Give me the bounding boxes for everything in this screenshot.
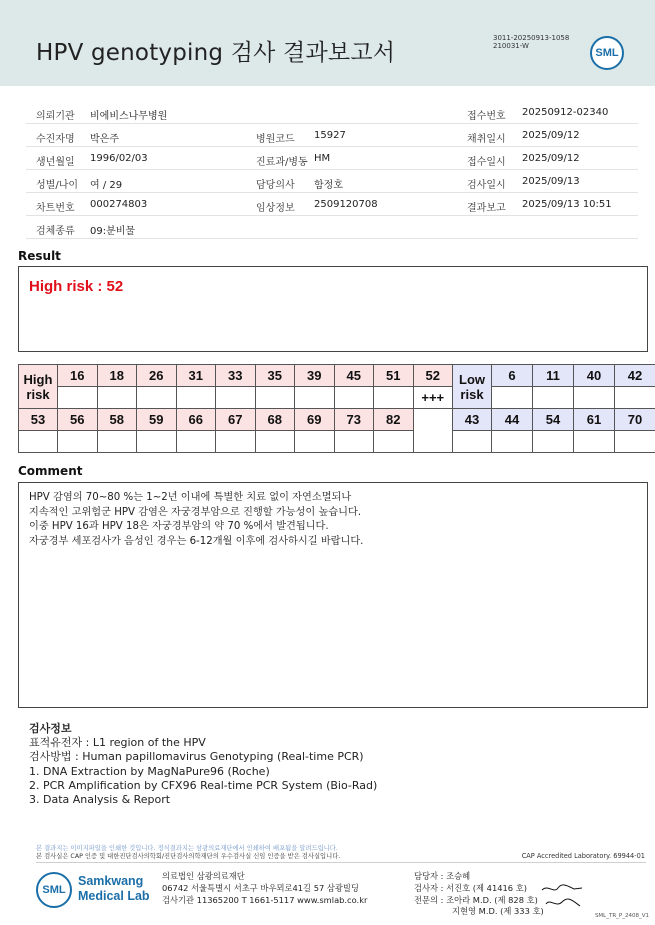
- low-risk-label: Low risk: [453, 365, 492, 409]
- info-row-1: [26, 101, 638, 124]
- receipt-no-value: 20250912-02340: [522, 107, 609, 118]
- genotype-cell: 44: [492, 409, 533, 431]
- result-cell: [137, 431, 177, 453]
- genotype-cell: 51: [374, 365, 414, 387]
- institution-value: 비에비스나무병원: [90, 111, 168, 122]
- hospital-code-value: 15927: [314, 130, 346, 141]
- genotype-cell: 66: [176, 409, 216, 431]
- staff-line: 검사자 : 서진호 (제 41416 호): [414, 882, 527, 893]
- genotype-cell: 26: [137, 365, 177, 387]
- comment-box: [18, 482, 648, 708]
- patient-value: 박은주: [90, 134, 119, 145]
- receipt-no-label: 접수번호: [467, 111, 506, 122]
- result-cell: [492, 431, 533, 453]
- result-cell: [615, 387, 655, 409]
- footer-notice: [36, 845, 340, 861]
- received-label: 접수일시: [467, 157, 506, 168]
- hospital-code-label: 병원코드: [256, 134, 295, 145]
- result-cell: [137, 387, 177, 409]
- reported-value: 2025/09/13 10:51: [522, 199, 612, 210]
- result-cell: [533, 431, 574, 453]
- result-cell: [295, 387, 335, 409]
- genotype-cell: 58: [97, 409, 137, 431]
- sex-age-value: 여 / 29: [90, 180, 123, 191]
- high-risk-result-row-1: [19, 387, 655, 409]
- genotype-cell: 18: [97, 365, 137, 387]
- positive-result-cell: +++: [413, 387, 453, 409]
- result-cell: [97, 387, 137, 409]
- test-info-line: 검사방법 : Human papillomavirus Genotyping (Real-time PCR): [29, 750, 364, 764]
- staff-line: 담당자 : 조승혜: [414, 871, 471, 881]
- org-address: 06742 서울특별시 서초구 바우뫼로41길 57 삼광빌딩: [162, 882, 359, 893]
- signature-icon: [540, 882, 585, 912]
- document-id: [493, 34, 569, 50]
- result-cell: [374, 431, 414, 453]
- result-cell: [176, 431, 216, 453]
- institution-label: 의뢰기관: [36, 111, 75, 122]
- specimen-value: 09:분비물: [90, 226, 136, 237]
- info-row-3: [26, 147, 638, 170]
- result-cell: [574, 431, 615, 453]
- image-print-notice: 본 결과지는 이미지파일을 인쇄한 것입니다. 정식결과지는 삼광의료재단에서 인쇄하여 배포됨을 알려드립니다.: [36, 845, 338, 852]
- logo-line-2: Medical Lab: [78, 889, 150, 903]
- chart-no-value: 000274803: [90, 199, 148, 210]
- test-info: [29, 722, 377, 807]
- comment-section-label: Comment: [18, 464, 83, 478]
- test-info-line: 3. Data Analysis & Report: [29, 793, 171, 807]
- footer-logo-text: [78, 874, 150, 904]
- genotype-cell: 82: [374, 409, 414, 431]
- sex-age-label: 성별/나이: [36, 180, 79, 191]
- clinical-label: 임상정보: [256, 203, 295, 214]
- result-cell: [533, 387, 574, 409]
- tested-value: 2025/09/13: [522, 176, 580, 187]
- genotype-cell: 45: [334, 365, 374, 387]
- result-cell: [334, 387, 374, 409]
- result-cell: [334, 431, 374, 453]
- comment-line: 이중 HPV 16과 HPV 18은 자궁경부암의 약 70 %에서 발견됩니다.: [29, 521, 329, 533]
- accreditation-notice: 본 검사실은 CAP 인증 및 대한진단검사의학회/진단검사의학재단의 우수검사실 신임 인증을 받은 검사실입니다.: [36, 853, 341, 860]
- dob-value: 1996/02/03: [90, 153, 148, 164]
- result-cell: [615, 431, 655, 453]
- info-row-6: [26, 216, 638, 239]
- empty-cell: [413, 409, 453, 453]
- genotype-cell: 35: [255, 365, 295, 387]
- form-number: SML_TR_P_2408_V1: [594, 913, 649, 919]
- dob-label: 생년월일: [36, 157, 75, 168]
- result-cell: [216, 431, 256, 453]
- result-cell: [19, 431, 58, 453]
- genotype-cell: 54: [533, 409, 574, 431]
- result-cell: [453, 431, 492, 453]
- dept-value: HM: [314, 153, 331, 164]
- staff-info: [414, 871, 544, 918]
- genotype-cell: 43: [453, 409, 492, 431]
- result-cell: [58, 431, 98, 453]
- specimen-label: 검체종류: [36, 226, 75, 237]
- sml-footer-logo-icon: [36, 872, 72, 908]
- genotype-cell: 70: [615, 409, 655, 431]
- genotype-cell: 40: [574, 365, 615, 387]
- test-info-title: 검사정보: [29, 722, 72, 735]
- footer-divider: [36, 862, 646, 863]
- cap-accreditation: CAP Accredited Laboratory. 69944-01: [521, 852, 645, 860]
- footer-logo-mark: SML: [42, 884, 66, 896]
- staff-line: 전문의 : 조아라 M.D. (제 828 호): [414, 894, 538, 905]
- result-cell: [492, 387, 533, 409]
- high-risk-type-row-2: [19, 409, 655, 431]
- doctor-value: 함정호: [314, 180, 343, 191]
- test-info-line: 1. DNA Extraction by MagNaPure96 (Roche): [29, 764, 270, 778]
- tested-label: 검사일시: [467, 180, 506, 191]
- genotype-cell: 52: [413, 365, 453, 387]
- high-risk-type-row-1: [19, 365, 655, 387]
- collected-value: 2025/09/12: [522, 130, 580, 141]
- genotype-cell: 31: [176, 365, 216, 387]
- org-contact: 검사기관 11365200 T 1661-5117 www.smlab.co.kr: [162, 894, 368, 905]
- genotype-cell: 42: [615, 365, 655, 387]
- result-summary: High risk : 52: [29, 278, 124, 295]
- report-title: HPV genotyping 검사 결과보고서: [36, 40, 396, 66]
- result-cell: [216, 387, 256, 409]
- result-section-label: Result: [18, 249, 61, 263]
- result-cell: [374, 387, 414, 409]
- clinical-value: 2509120708: [314, 199, 378, 210]
- staff-line: 지현영 M.D. (제 333 호): [452, 906, 544, 917]
- genotype-cell: 59: [137, 409, 177, 431]
- comment-line: 지속적인 고위험군 HPV 감염은 자궁경부암으로 진행할 가능성이 높습니다.: [29, 506, 362, 518]
- document-id-line2: 210031-W: [493, 42, 529, 50]
- collected-label: 채취일시: [467, 134, 506, 145]
- info-row-2: [26, 124, 638, 147]
- org-name: 의료법인 삼광의료재단: [162, 871, 245, 881]
- genotype-cell: 53: [19, 409, 58, 431]
- patient-info-table: [26, 101, 638, 239]
- info-row-5: [26, 193, 638, 216]
- comment-line: 자궁경부 세포검사가 음성인 경우는 6-12개월 이후에 검사하시길 바랍니다.: [29, 535, 364, 547]
- genotype-cell: 33: [216, 365, 256, 387]
- genotype-table: [18, 364, 655, 453]
- genotype-cell: 61: [574, 409, 615, 431]
- dept-label: 진료과/병동: [256, 157, 308, 168]
- result-cell: [574, 387, 615, 409]
- genotype-cell: 68: [255, 409, 295, 431]
- genotype-cell: 69: [295, 409, 335, 431]
- logo-line-1: Samkwang: [78, 874, 144, 888]
- genotype-cell: 56: [58, 409, 98, 431]
- result-cell: [255, 387, 295, 409]
- document-id-line1: 3011-20250913-1058: [493, 34, 570, 42]
- result-cell: [255, 431, 295, 453]
- sml-logo-icon: [590, 36, 624, 70]
- genotype-cell: 39: [295, 365, 335, 387]
- sml-logo-text: SML: [595, 47, 619, 59]
- received-value: 2025/09/12: [522, 153, 580, 164]
- organization-info: [162, 871, 367, 906]
- result-cell: [97, 431, 137, 453]
- result-cell: [295, 431, 335, 453]
- chart-no-label: 차트번호: [36, 203, 75, 214]
- test-info-line: 표적유전자 : L1 region of the HPV: [29, 736, 206, 750]
- genotype-cell: 73: [334, 409, 374, 431]
- genotype-cell: 16: [58, 365, 98, 387]
- comment-line: HPV 감염의 70~80 %는 1~2년 이내에 특별한 치료 없이 자연소멸되나: [29, 492, 352, 503]
- doctor-label: 담당의사: [256, 180, 295, 191]
- reported-label: 결과보고: [467, 203, 506, 214]
- result-cell: [176, 387, 216, 409]
- result-cell: [58, 387, 98, 409]
- high-risk-label: High risk: [19, 365, 58, 409]
- high-risk-result-row-2: [19, 431, 655, 453]
- genotype-cell: 11: [533, 365, 574, 387]
- report-header: [0, 0, 655, 86]
- result-box: [18, 266, 648, 352]
- info-row-4: [26, 170, 638, 193]
- test-info-line: 2. PCR Amplification by CFX96 Real-time PCR System (Bio-Rad): [29, 778, 378, 792]
- genotype-cell: 67: [216, 409, 256, 431]
- genotype-cell: 6: [492, 365, 533, 387]
- patient-label: 수진자명: [36, 134, 75, 145]
